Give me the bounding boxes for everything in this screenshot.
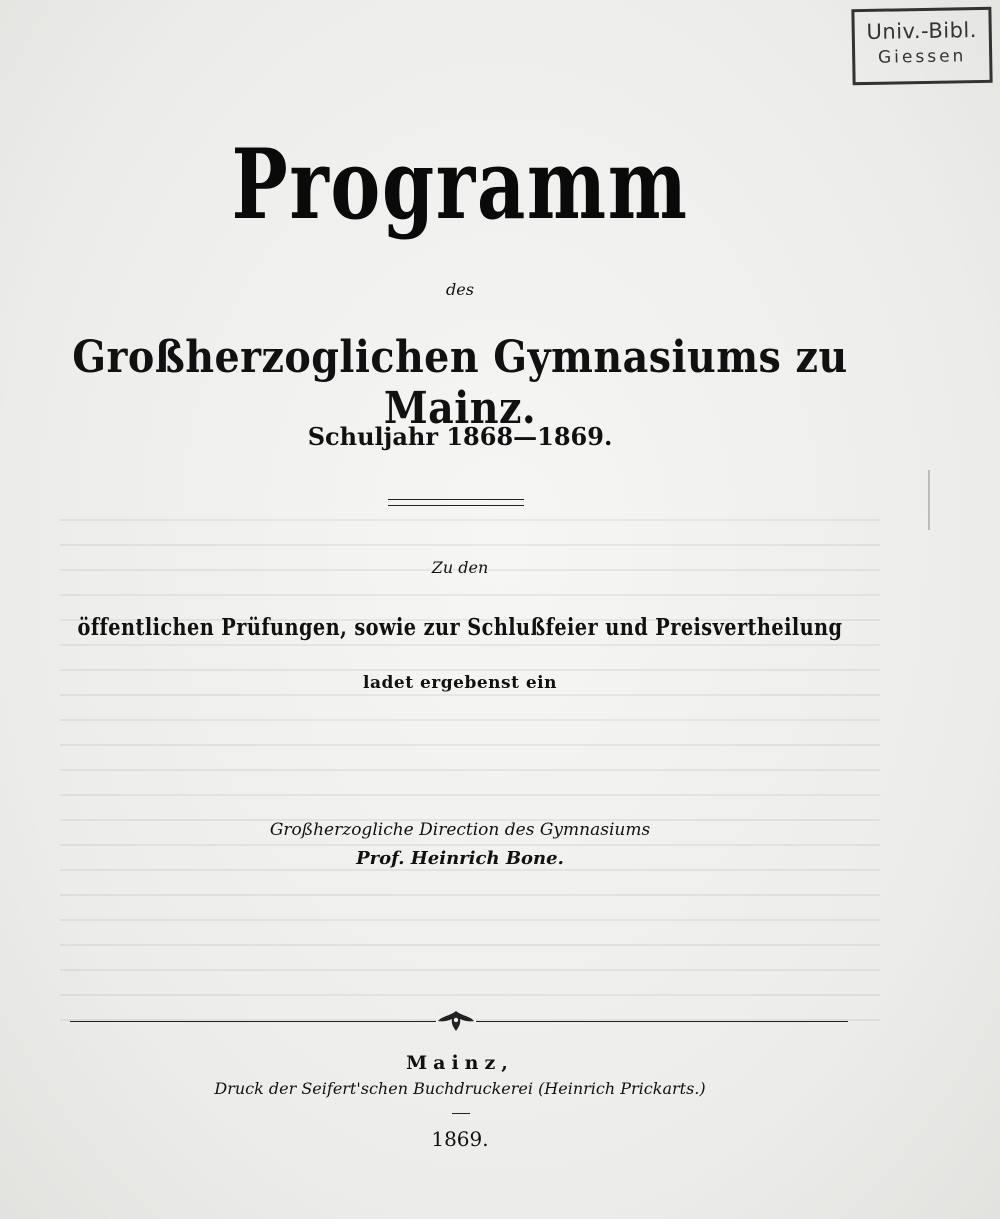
occasion-text: öffentlichen Prüfungen, sowie zur Schlußfeier und Preisvertheilung [77, 614, 843, 641]
stamp-line-1: Univ.-Bibl. [866, 18, 978, 44]
page-title: Programm [231, 128, 689, 241]
imprint-year: 1869. [431, 1127, 489, 1151]
imprint-place: Mainz, [406, 1052, 514, 1074]
connector-word: des [446, 280, 474, 299]
margin-mark [928, 470, 930, 530]
institution-name: Großherzoglichen Gymnasiums zu Mainz. [72, 332, 848, 434]
imprint-printer: Druck der Seifert'schen Buchdruckerei (Heinrich Prickarts.) [214, 1079, 706, 1098]
school-year: Schuljahr 1868—1869. [307, 422, 613, 451]
issuer-text: Großherzogliche Direction des Gymnasiums [269, 820, 651, 840]
double-rule-divider [388, 499, 524, 506]
director-name: Prof. Heinrich Bone. [356, 848, 564, 869]
library-stamp [851, 7, 992, 85]
bleed-through-texture [60, 505, 880, 1025]
occasion-intro: Zu den [431, 558, 489, 577]
fleuron-ornament-icon [436, 1008, 476, 1034]
invitation-text: ladet ergebenst ein [363, 673, 557, 693]
short-rule [452, 1113, 470, 1114]
stamp-line-2: Giessen [877, 46, 967, 68]
